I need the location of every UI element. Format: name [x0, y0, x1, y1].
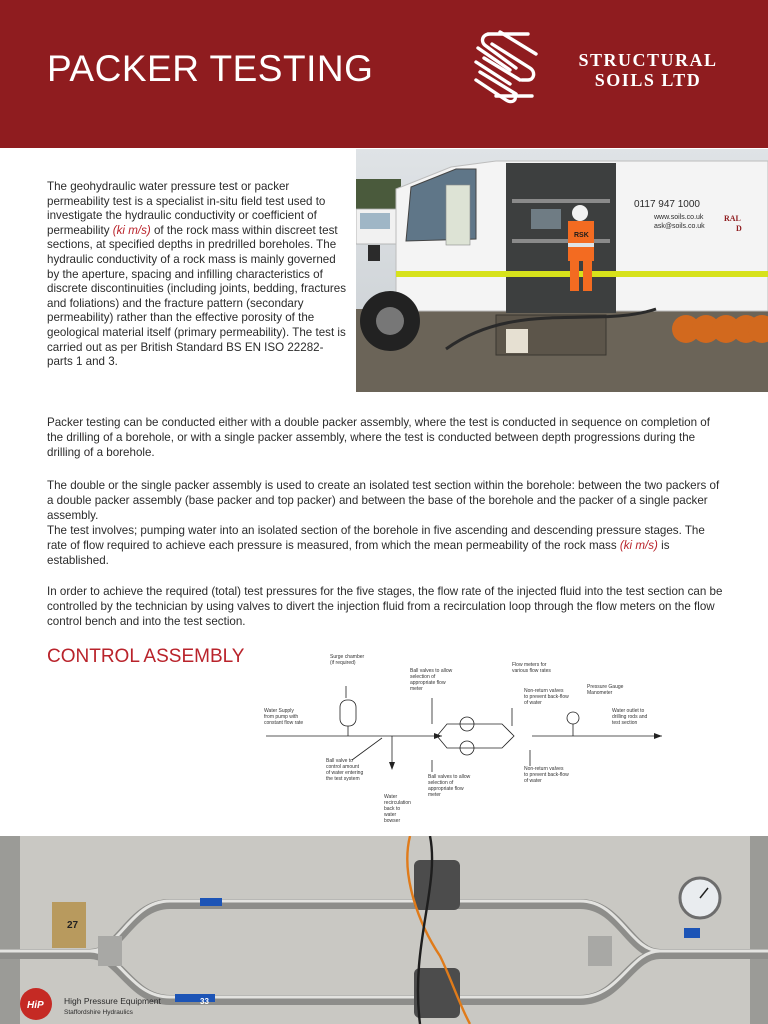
- label-nonret-b-2: to prevent back-flow: [524, 772, 569, 778]
- control-assembly-diagram: [262, 648, 662, 828]
- label-nonret-b-1: Non-return valves: [524, 766, 564, 772]
- label-surge-2: (if required): [330, 660, 356, 666]
- structural-soils-logo-icon: [470, 28, 542, 106]
- vest-label: RSK: [574, 232, 589, 239]
- paragraph-isolated-section: The double or the single packer assembly is used to create an isolated test section within the borehole: between the two packers of a double packer assembly (base packer and top packer) and between the base of the borehole and the packer of a single packer assembly.: [47, 479, 720, 522]
- site-van-photo: [356, 149, 768, 392]
- company-name-line1: STRUCTURAL: [578, 50, 718, 70]
- label-ballctl-1: Ball valve to: [326, 758, 353, 764]
- bench-tag-27: 27: [67, 920, 79, 931]
- label-supply-3: constant flow rate: [264, 720, 304, 726]
- van-email: ask@soils.co.uk: [654, 223, 705, 230]
- van-logo-text-2: D: [736, 224, 742, 233]
- van-website: www.soils.co.uk: [654, 214, 704, 221]
- label-ballsel-b-1: Ball valves to allow: [428, 774, 471, 780]
- company-name: [572, 50, 724, 90]
- label-ballsel-b-4: meter: [428, 792, 441, 798]
- label-surge-1: Surge chamber: [330, 654, 365, 660]
- label-ballctl-4: the test system: [326, 776, 360, 782]
- label-outlet-1: Water outlet to: [612, 708, 645, 714]
- paragraph-test-pressures: In order to achieve the required (total) test pressures for the five stages, the flow rate of the injected fluid into the test section can be controlled by the technician by using valves to divert the injection fluid from a recirculation loop through the flow meters on the flow control bench and into the test section.: [47, 585, 723, 628]
- test-involves-text-2: is established.: [47, 539, 670, 567]
- label-flowmeters-2: various flow rates: [512, 668, 551, 674]
- label-flowmeters-1: Flow meters for: [512, 662, 547, 668]
- label-supply-2: from pump with: [264, 714, 299, 720]
- intro-text-1: The geohydraulic water pressure test or packer permeability test is a specialist in-situ field test used to investigate the hydraulic conductivity or coefficient of permeability: [47, 180, 326, 237]
- van-logo-text: RAL: [724, 214, 741, 223]
- label-outlet-3: test section: [612, 720, 638, 726]
- label-recirc-1: Water: [384, 794, 398, 800]
- label-nonret-b-3: of water: [524, 778, 542, 784]
- page-title: PACKER TESTING: [47, 48, 374, 89]
- company-name-line2: SOILS LTD: [594, 70, 702, 90]
- intro-text-2: of the rock mass within discreet test sections, at specified depths in predrilled boreholes. The hydraulic conductivity of a rock mass is mainly governed by the aperture, spacing and infilling characteristics of discrete discontinuities (including joints, bedding, fractures and foliations) and the fracture pattern (secondary permeability) rather than the effective porosity of the geological material itself (primary permeability). The test is carried out as per British Standard BS EN ISO 22282- parts 1 and 3.: [47, 223, 347, 369]
- flow-control-bench-photo: [0, 836, 768, 1024]
- test-involves-text-1: The test involves; pumping water into an isolated section of the borehole in five ascending and descending pressure stages. The rate of flow required to achieve each pressure is measured, from which the mean permeability of the rock mass: [47, 524, 705, 552]
- label-ballsel-2: selection of: [410, 674, 436, 680]
- label-gauge-1: Pressure Gauge: [587, 684, 624, 690]
- label-supply-1: Water Supply: [264, 708, 294, 714]
- van-phone: 0117 947 1000: [634, 199, 700, 210]
- label-ballctl-2: control amount: [326, 764, 360, 770]
- bench-brand-line1: High Pressure Equipment: [64, 996, 161, 1006]
- bench-brand-line2: Staffordshire Hydraulics: [64, 1009, 133, 1016]
- label-ballsel-b-3: appropriate flow: [428, 786, 464, 792]
- paragraph-test-involves: [47, 523, 727, 568]
- label-nonret-1: Non-return valves: [524, 688, 564, 694]
- label-recirc-2: recirculation: [384, 800, 411, 806]
- hip-logo-text: HiP: [27, 1000, 44, 1011]
- label-ballsel-b-2: selection of: [428, 780, 454, 786]
- intro-paragraph: [47, 180, 347, 370]
- control-assembly-heading: CONTROL ASSEMBLY: [47, 646, 245, 667]
- permeability-unit: (ki m/s): [112, 223, 151, 237]
- paragraph-packer-assembly: Packer testing can be conducted either with a double packer assembly, where the test is conducted in sequence on completion of the drilling of a borehole, or with a single packer assembly, where the test is conducted between depth progressions during the drilling of a borehole.: [47, 416, 710, 459]
- label-recirc-5: bowser: [384, 818, 401, 824]
- label-recirc-4: water: [384, 812, 397, 818]
- bench-tag-33: 33: [200, 997, 209, 1006]
- label-recirc-3: back to: [384, 806, 401, 812]
- label-gauge-2: Manometer: [587, 690, 613, 696]
- permeability-unit-2: (ki m/s): [619, 539, 658, 552]
- label-nonret-2: to prevent back-flow: [524, 694, 569, 700]
- label-ballctl-3: of water entering: [326, 770, 364, 776]
- label-ballsel-1: Ball valves to allow: [410, 668, 453, 674]
- label-ballsel-3: appropriate flow: [410, 680, 446, 686]
- label-outlet-2: drilling rods and: [612, 714, 648, 720]
- label-ballsel-4: meter: [410, 686, 423, 692]
- header-banner: [0, 0, 768, 148]
- label-nonret-3: of water: [524, 700, 542, 706]
